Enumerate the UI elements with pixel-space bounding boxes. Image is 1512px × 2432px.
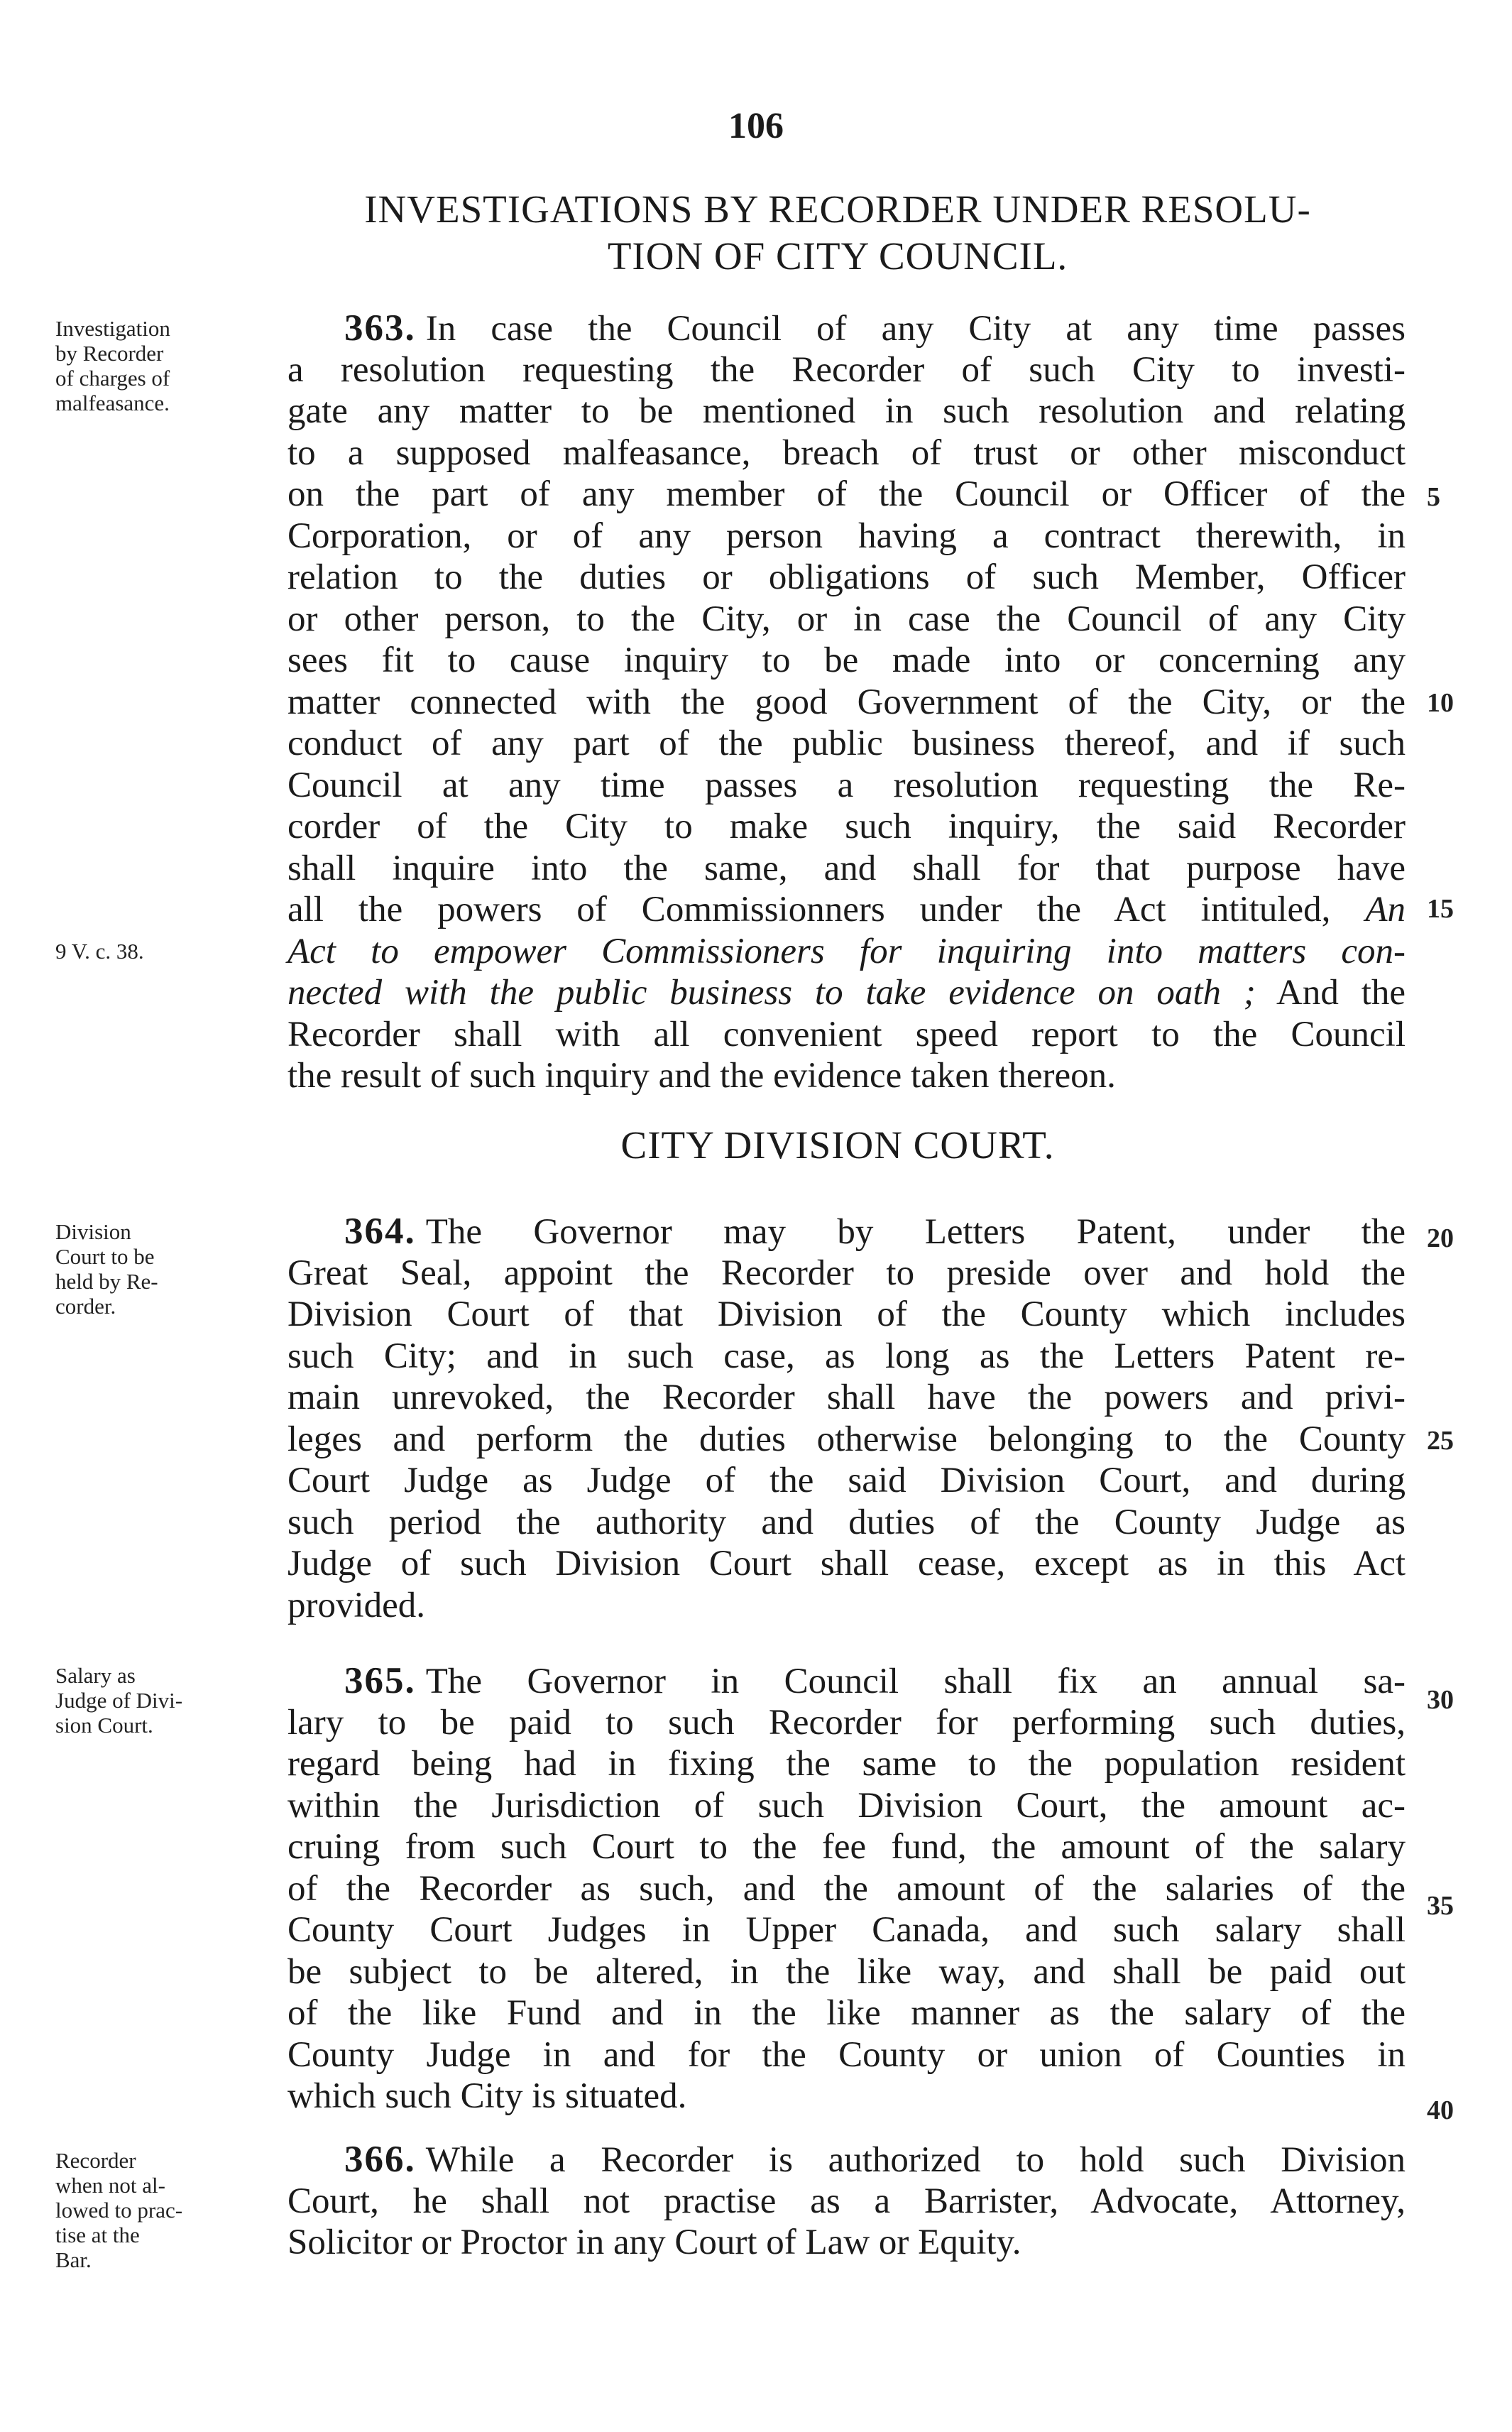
line-number: 15 xyxy=(1427,894,1454,924)
text-line: 364. The Governor may by Letters Patent, under the xyxy=(344,1211,1406,1252)
text-line: Division Court of that Division of the County which includes xyxy=(287,1294,1406,1334)
text-line: 363. In case the Council of any City at any time passes xyxy=(344,307,1406,349)
text-line: Solicitor or Proctor in any Court of Law or Equity. xyxy=(287,2223,1021,2262)
text-line: gate any matter to be mentioned in such resolution and relating xyxy=(287,391,1406,431)
text-line: on the part of any member of the Council or Officer of the xyxy=(287,474,1406,514)
text-line: Court, he shall not practise as a Barrister, Advocate, Attorney, xyxy=(287,2181,1406,2221)
marginal-line: Division xyxy=(55,1219,131,1244)
text-line: nected with the public business to take evidence on oath ; And the xyxy=(287,973,1406,1013)
marginal-line: Investigation xyxy=(55,316,170,341)
line-number: 30 xyxy=(1427,1685,1454,1715)
text-line: of the like Fund and in the like manner as the salary of the xyxy=(287,1993,1406,2033)
marginal-line: Bar. xyxy=(55,2247,92,2272)
text-line: provided. xyxy=(287,1585,426,1625)
section-heading-division-court: CITY DIVISION COURT. xyxy=(620,1123,1055,1167)
marginal-note-statute: 9 V. c. 38. xyxy=(55,939,144,964)
marginal-note-salary xyxy=(55,1663,268,1738)
text-line: be subject to be altered, in the like way, and shall be paid out xyxy=(287,1951,1406,1992)
line-number: 20 xyxy=(1427,1223,1454,1253)
text-line: County Judge in and for the County or union of Counties in xyxy=(287,2034,1406,2075)
section-364 xyxy=(287,1211,1406,1626)
section-number: 365. xyxy=(344,1660,416,1701)
text-line: regard being had in fixing the same to the population resident xyxy=(287,1744,1406,1784)
heading-line: INVESTIGATIONS BY RECORDER UNDER RESOLU- xyxy=(364,187,1311,231)
marginal-note-investigation xyxy=(55,316,268,415)
text-line: such City; and in such case, as long as the Letters Patent re- xyxy=(287,1336,1406,1376)
text-line: Judge of such Division Court shall cease, except as in this Act xyxy=(287,1544,1406,1583)
text-line: cruing from such Court to the fee fund, the amount of the salary xyxy=(287,1827,1406,1867)
text-line: the result of such inquiry and the evidence taken thereon. xyxy=(287,1056,1116,1096)
text-line: such period the authority and duties of the County Judge as xyxy=(287,1502,1406,1542)
text-line: Great Seal, appoint the Recorder to preside over and hold the xyxy=(287,1253,1406,1293)
marginal-line: of charges of xyxy=(55,366,170,391)
text-line: County Court Judges in Upper Canada, and such salary shall xyxy=(287,1910,1406,1950)
text-line: which such City is situated. xyxy=(287,2076,687,2116)
text-line: all the powers of Commissionners under the Act intituled, An xyxy=(287,890,1406,929)
line-number: 40 xyxy=(1427,2095,1454,2125)
line-number: 35 xyxy=(1427,1891,1454,1921)
section-number: 364. xyxy=(344,1211,416,1252)
text-line: main unrevoked, the Recorder shall have the powers and privi- xyxy=(287,1378,1406,1417)
section-366 xyxy=(287,2139,1406,2264)
marginal-line: held by Re- xyxy=(55,1269,158,1294)
text-line: Court Judge as Judge of the said Division Court, and during xyxy=(287,1461,1406,1500)
text-line: or other person, to the City, or in case the Council of any City xyxy=(287,599,1406,639)
marginal-line: lowed to prac- xyxy=(55,2198,183,2223)
text-line: Council at any time passes a resolution requesting the Re- xyxy=(287,765,1406,805)
text-line: 366. While a Recorder is authorized to hold such Division xyxy=(344,2139,1406,2180)
section-number: 363. xyxy=(344,307,416,349)
line-number: 5 xyxy=(1427,482,1440,512)
marginal-line: Court to be xyxy=(55,1244,155,1269)
marginal-line: Recorder xyxy=(55,2148,136,2173)
heading-line: TION OF CITY COUNCIL. xyxy=(607,234,1068,278)
text-line: to a supposed malfeasance, breach of trust or other misconduct xyxy=(287,432,1406,473)
line-number: 10 xyxy=(1427,688,1454,718)
page-number: 106 xyxy=(728,106,784,146)
text-line: shall inquire into the same, and shall for that purpose have xyxy=(287,848,1406,888)
marginal-line: Judge of Divi- xyxy=(55,1688,183,1713)
text-line: corder of the City to make such inquiry, the said Recorder xyxy=(287,807,1406,846)
text-line: Corporation, or of any person having a contract therewith, in xyxy=(287,516,1406,556)
text-line: within the Jurisdiction of such Division Court, the amount ac- xyxy=(287,1785,1406,1826)
text-line: of the Recorder as such, and the amount of the salaries of the xyxy=(287,1868,1406,1909)
section-heading-investigations xyxy=(270,186,1406,280)
section-number: 366. xyxy=(344,2139,416,2180)
text-line: matter connected with the good Government of the City, or the xyxy=(287,682,1406,722)
marginal-line: by Recorder xyxy=(55,341,164,366)
marginal-line: corder. xyxy=(55,1294,116,1319)
text-line: Recorder shall with all convenient speed report to the Council xyxy=(287,1014,1406,1054)
marginal-note-division-court xyxy=(55,1219,268,1319)
text-line: conduct of any part of the public business thereof, and if such xyxy=(287,724,1406,763)
section-365 xyxy=(287,1660,1406,2117)
line-number: 25 xyxy=(1427,1426,1454,1456)
text-line: sees fit to cause inquiry to be made into or concerning any xyxy=(287,640,1406,680)
marginal-note-recorder-bar xyxy=(55,2148,268,2272)
text-line: Act to empower Commissioners for inquiring into matters con- xyxy=(287,931,1406,971)
text-line: leges and perform the duties otherwise belonging to the County xyxy=(287,1419,1406,1459)
marginal-line: when not al- xyxy=(55,2173,165,2198)
text-line: a resolution requesting the Recorder of such City to investi- xyxy=(287,349,1406,390)
marginal-line: sion Court. xyxy=(55,1713,153,1738)
text-line: lary to be paid to such Recorder for performing such duties, xyxy=(287,1702,1406,1743)
text-line: 365. The Governor in Council shall fix an annual sa- xyxy=(344,1660,1406,1701)
marginal-line: malfeasance. xyxy=(55,391,170,415)
text-line: relation to the duties or obligations of such Member, Officer xyxy=(287,557,1406,597)
marginal-line: Salary as xyxy=(55,1663,136,1688)
section-363 xyxy=(287,307,1406,1097)
marginal-line: tise at the xyxy=(55,2223,140,2247)
